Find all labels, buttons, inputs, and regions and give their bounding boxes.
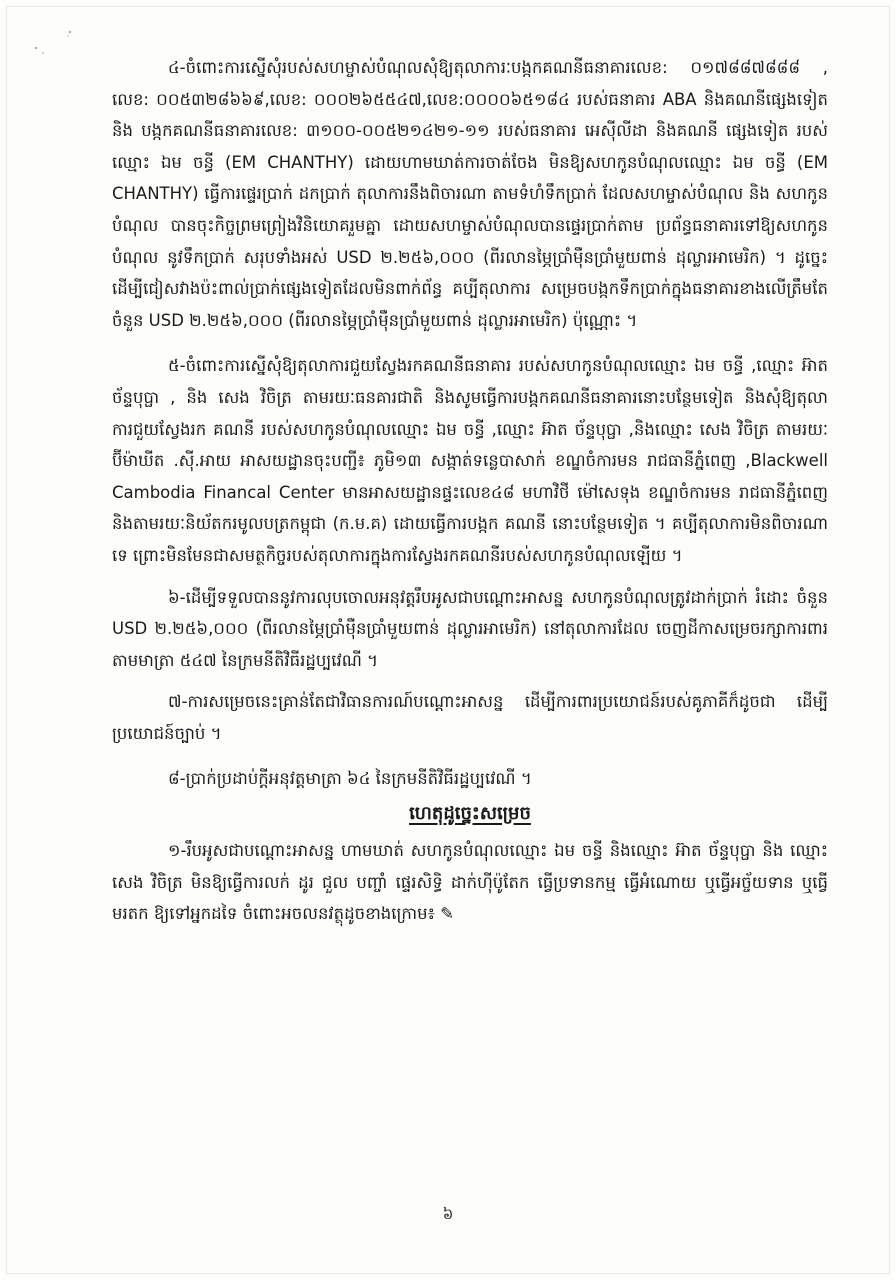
paragraph-6: ៦-ដើម្បីទទួលបាននូវការលុបចោលអនុវត្តរឹបអូសជាបណ្ដោះអាសន្ន សហកូនបំណុលត្រូវដាក់ប្រាក់ រំដោះ ចំនួន USD ២.២៥៦,០០០ (ពីរលានម្ភៃប្រាំមុឺនប្រាំមួយពាន់ ដុល្លារអាមេរិក) នៅតុលាការដែល ចេញដីកាសម្រេចរក្សាការពារតាមមាត្រា ៥៤៧ នៃក្រមនីតិវិធីរដ្ឋប្បវេណី ។ [112, 587, 828, 670]
paragraph-8: ៨-ប្រាក់ប្រដាប់ក្ដីអនុវត្តមាត្រា ៦៤ នៃក្រមនីតិវិធីរដ្ឋប្បវេណី ។ [168, 769, 532, 789]
paragraph-4: ៤-ចំពោះការស្នើសុំរបស់សហម្ចាស់បំណុលសុំឱ្យតុលាការៈបង្កកគណនីធនាគារលេខ: ០១៧៨៨៧៨៨៨ , លេខ: ០០៥៣២៨៦៦៩,លេខ: ០០០២៦៥៥៤៧,លេខ:០០០០៦៥១៨៤ របស់ធនាគារ ABA និងគណនីផ្សេងទៀត និង បង្កកគណនីធនាគារលេខ: ៣១០០-០០៥២១៤២១-១១ របស់ធនាគារ អេស៊ីលីដា និងគណនី ផ្សេងទៀត របស់ឈ្មោះ ឯម ចន្ធី (EM CHANTHY) ដោយហាមឃាត់ការចាត់ចែង មិនឱ្យសហកូនបំណុលឈ្មោះ ឯម ចន្ធី (EM CHANTHY) ធ្វើការផ្ទេរប្រាក់ ដកប្រាក់ តុលាការនឹងពិចារណា តាមទំហំទឹកប្រាក់ ដែលសហម្ចាស់បំណុល និង សហកូនបំណុល បានចុះកិច្ចព្រមព្រៀងវិនិយោគរួមគ្នា ដោយសហម្ចាស់បំណុលបានផ្ទេរប្រាក់តាម ប្រព័ន្ធធនាគារទៅឱ្យសហកូនបំណុល នូវទឹកប្រាក់ សរុបទាំងអស់ USD ២.២៥៦,០០០ (ពីរលានម្ភៃប្រាំមុឺនប្រាំមួយពាន់ ដុល្លារអាមេរិក) ។ ដូច្នេះដើម្បីជៀសវាងប៉ះពាល់ប្រាក់ផ្សេងទៀតដែលមិនពាក់ព័ន្ធ គប្បីតុលាការ សម្រេចបង្កកទឹកប្រាក់ក្នុងធនាគារខាងលើត្រឹមតែចំនួន USD ២.២៥៦,០០០ (ពីរលានម្ភៃប្រាំមុឺនប្រាំមួយពាន់ ដុល្លារអាមេរិក) ប៉ុណ្ណោះ ។ [112, 58, 828, 330]
decision-heading: ហេតុដូច្នេះសម្រេច [409, 803, 531, 825]
decision-paragraph-1: ១-រឹបអូសជាបណ្ដោះអាសន្ន ហាមឃាត់ សហកូនបំណុលឈ្មោះ ឯម ចន្ធី និងឈ្មោះ អ៊ាត ច័ន្ទបុប្ផា និង ឈ្មោះ សេង វិចិត្រ មិនឱ្យធ្វើការលក់ ដូរ ជួល បញ្ចាំ ផ្ទេរសិទ្ធិ ដាក់ហ៊ីប៉ូតែក ធ្វើប្រទានកម្ម ធ្វើអំណោយ ឬធ្វើអច្ច័យទាន ឬធ្វើមរតក ឱ្យទៅអ្នកដទៃ ចំពោះអចលនវត្ថុដូចខាងក្រោម៖ ✎ [112, 841, 828, 924]
paragraph-7: ៧-ការសម្រេចនេះគ្រាន់តែជាវិធានការណ៍បណ្ដោះអាសន្ន ដើម្បីការពារប្រយោជន៍របស់គូភាគីក៏ដូចជា ដើម្បីប្រយោជន៍ច្បាប់ ។ [112, 692, 828, 743]
page-number: ៦ [442, 1205, 454, 1223]
paragraph-5: ៥-ចំពោះការស្នើសុំឱ្យតុលាការជួយស្វែងរកគណនីធនាគារ របស់សហកូនបំណុលឈ្មោះ ឯម ចន្ធី ,ឈ្មោះ អ៊ាត ច័ន្ទបុប្ផា , និង សេង វិចិត្រ តាមរយៈធនគារជាតិ និងសូមធ្វើការបង្កកគណនីធនាគារនោះបន្ថែមទៀត និងសុំឱ្យតុលាការជួយស្វែងរក គណនី របស់សហកូនបំណុលឈ្មោះ ឯម ចន្ធី ,ឈ្មោះ អ៊ាត ច័ន្ទបុប្ផា ,និងឈ្មោះ សេង វិចិត្រ តាមរយៈ ប៊ីម៉ាឃីត .ស៊ី.អាយ អាសយដ្ឋានចុះបញ្ជី៖ ភូមិ១៣ សង្កាត់ទន្លេបាសាក់ ខណ្ឌចំការមន រាជធានីភ្នំពេញ ,Blackwell Cambodia Financal Center មានអាសយដ្ឋានផ្ទះលេខ៤៨ មហាវិថី ម៉ៅសេទុង ខណ្ឌចំការមន រាជធានីភ្នំពេញ និងតាមរយៈនិយ័តករមូលបត្រកម្ពុជា (ក.ម.គ) ដោយធ្វើការបង្កក គណនី នោះបន្ថែមទៀត ។ គប្បីតុលាការមិនពិចារណាទេ ព្រោះមិនមែនជាសមត្ថកិច្ចរបស់តុលាការក្នុងការស្វែងរកគណនីរបស់សហកូនបំណុលឡើយ ។ [112, 356, 828, 565]
scan-specks [30, 22, 80, 62]
document-body [112, 52, 828, 938]
decision-heading-wrap [112, 799, 828, 829]
